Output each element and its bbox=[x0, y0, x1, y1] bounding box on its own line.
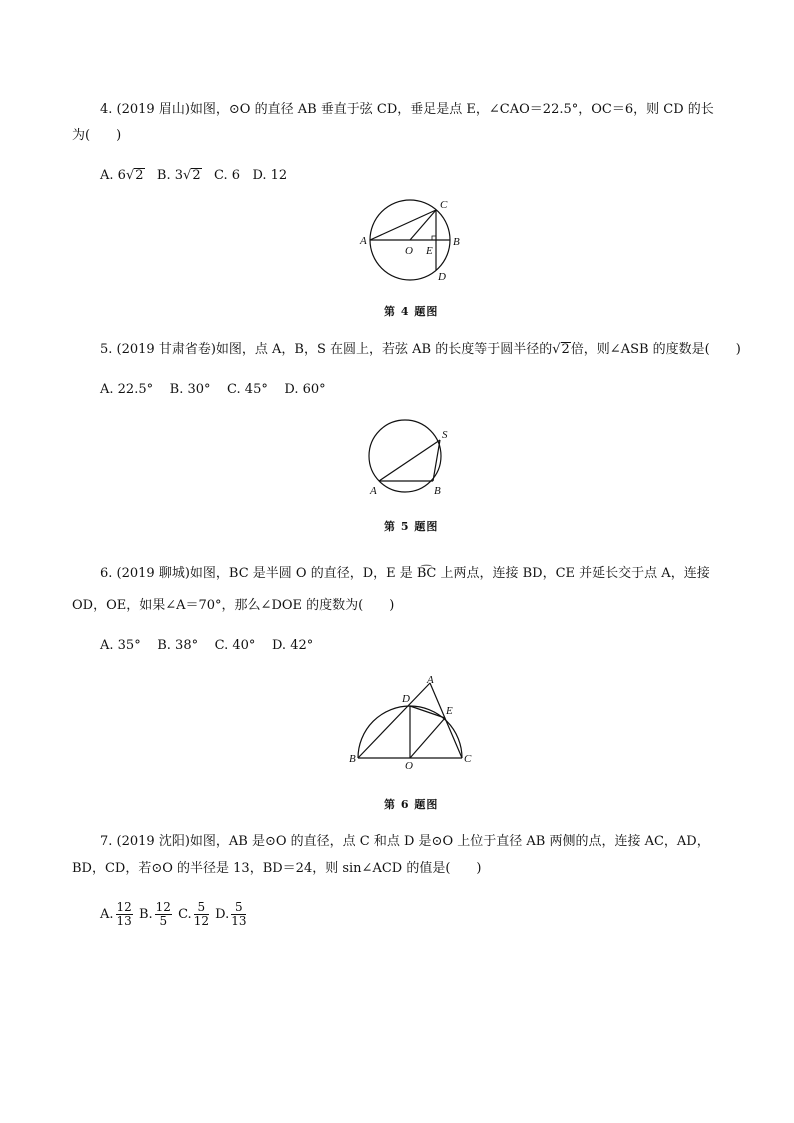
q6-stem-line1: 6. (2019 聊城)如图，BC 是半圆 O 的直径，D，E 是 B͡C 上两点，连接 BD，CE 并延长交于点 A，连接 bbox=[100, 566, 710, 581]
q7-stem-line1: 7. (2019 沈阳)如图，AB 是⊙O 的直径，点 C 和点 D 是⊙O 上位于直径 AB 两侧的点，连接 AC，AD， bbox=[100, 834, 710, 849]
q5-options bbox=[100, 382, 326, 398]
q6-option-b: B. 38° bbox=[157, 638, 199, 653]
q5-label-b: B bbox=[434, 485, 441, 497]
q5-label-s: S bbox=[442, 429, 448, 441]
q4-label-c: C bbox=[440, 199, 448, 211]
q4-caption: 第 4 题图 bbox=[384, 305, 439, 318]
q5-option-b: B. 30° bbox=[169, 382, 211, 397]
q6-label-e: E bbox=[446, 705, 453, 717]
q6-label-d: D bbox=[402, 693, 410, 705]
q4-option-b: B. 3√2 bbox=[156, 168, 201, 183]
q4-label-d: D bbox=[438, 271, 446, 283]
q4-option-d: D. 12 bbox=[252, 168, 288, 183]
q5-option-a: A. 22.5° bbox=[100, 382, 154, 397]
q4-figure bbox=[358, 198, 468, 286]
q7-option-c: C. $\frac{5}{12}$ bbox=[178, 900, 209, 928]
q4-option-c: C. 6 bbox=[214, 168, 241, 183]
q7-option-b: B. $\frac{12}{5}$ bbox=[138, 900, 171, 928]
q6-figure bbox=[346, 672, 476, 772]
q5-stem-line1: 5. (2019 甘肃省卷)如图，点 A，B，S 在圆上，若弦 AB 的长度等于圆半径的√2倍，则∠ASB 的度数是( ) bbox=[100, 342, 741, 357]
q6-label-a: A bbox=[427, 674, 434, 686]
q4-label-e: E bbox=[426, 245, 433, 257]
q4-stem-line1: 4. (2019 眉山)如图，⊙O 的直径 AB 垂直于弦 CD，垂足是点 E，∠CAO＝22.5°，OC＝6，则 CD 的长 bbox=[100, 102, 714, 117]
q5-label-a: A bbox=[370, 485, 377, 497]
q5-caption: 第 5 题图 bbox=[384, 520, 439, 533]
q6-options bbox=[100, 638, 313, 654]
q6-caption: 第 6 题图 bbox=[384, 798, 439, 811]
q6-label-c: C bbox=[464, 753, 472, 765]
q6-option-a: A. 35° bbox=[100, 638, 141, 653]
q5-option-d: D. 60° bbox=[284, 382, 326, 397]
q6-label-o: O bbox=[405, 760, 413, 772]
q4-label-b: B bbox=[453, 236, 460, 248]
q7-stem-line2: BD，CD，若⊙O 的半径是 13，BD＝24，则 sin∠ACD 的值是( ) bbox=[72, 861, 482, 876]
q5-figure bbox=[365, 416, 465, 504]
q7-options bbox=[100, 898, 248, 932]
q4-option-a: A. 6√2 bbox=[100, 168, 144, 183]
q4-label-o: O bbox=[405, 245, 413, 257]
q6-option-c: C. 40° bbox=[214, 638, 256, 653]
q6-label-b: B bbox=[349, 753, 356, 765]
q6-option-d: D. 42° bbox=[271, 638, 314, 653]
q4-options bbox=[100, 168, 287, 184]
q6-stem-line2: OD，OE，如果∠A＝70°，那么∠DOE 的度数为( ) bbox=[72, 598, 395, 613]
q4-stem-line2: 为( ) bbox=[72, 128, 122, 143]
q7-option-d: D. $\frac{5}{13}$ bbox=[215, 900, 247, 928]
q7-option-a: A. $\frac{12}{13}$ bbox=[100, 900, 132, 928]
q5-option-c: C. 45° bbox=[227, 382, 268, 397]
q4-label-a: A bbox=[360, 235, 367, 247]
